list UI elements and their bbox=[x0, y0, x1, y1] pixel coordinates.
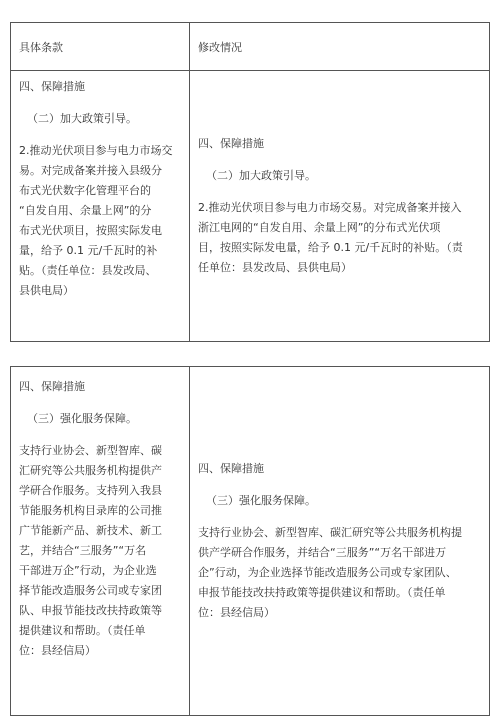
text-line: 学研合作服务。支持列入我县 bbox=[19, 484, 162, 497]
text-line: 汇研究等公共服务机构提供产 bbox=[19, 464, 162, 477]
table-1-header-row bbox=[11, 23, 489, 71]
table-2-body-row bbox=[11, 367, 489, 715]
text-line: 县供电局） bbox=[19, 284, 74, 297]
text-line: 位：县经信局） bbox=[198, 606, 275, 619]
text-line: 择节能改造服务公司或专家团 bbox=[19, 584, 162, 597]
text-line: 节能服务机构目录库的公司推 bbox=[19, 504, 162, 517]
text-line: 四、保障措施 bbox=[19, 80, 85, 93]
text-line: （二）加大政策引导。 bbox=[206, 169, 316, 182]
text-line: 2.推动光伏项目参与电力市场交 bbox=[19, 144, 173, 157]
header-specific-clause: 具体条款 bbox=[11, 23, 190, 70]
text-line: （三）强化服务保障。 bbox=[27, 412, 137, 425]
table-2-original-clause bbox=[11, 367, 190, 715]
text-line: 支持行业协会、新型智库、碳 bbox=[19, 444, 162, 457]
table-1-original-clause bbox=[11, 71, 190, 341]
table-2-modified-clause bbox=[190, 367, 489, 715]
table-1-body-row bbox=[11, 71, 489, 341]
table-1-modified-clause bbox=[190, 71, 489, 341]
table-2 bbox=[10, 366, 490, 716]
text-line: 支持行业协会、新型智库、碳汇研究等公共服务机构提 bbox=[198, 526, 462, 539]
text-line: 艺，并结合“三服务”“万名 bbox=[19, 544, 147, 557]
text-line: 广节能新产品、新技术、新工 bbox=[19, 524, 162, 537]
text-line: 四、保障措施 bbox=[198, 462, 264, 475]
text-line: 四、保障措施 bbox=[19, 380, 85, 393]
text-line: 浙江电网的“自发自用、余量上网”的分布式光伏项 bbox=[198, 221, 441, 234]
text-line: “自发自用、余量上网”的分 bbox=[19, 204, 152, 217]
text-line: 队、申报节能技改扶持政策等 bbox=[19, 604, 162, 617]
text-line: 位：县经信局） bbox=[19, 644, 96, 657]
text-line: 干部进万企”行动，为企业选 bbox=[19, 564, 157, 577]
text-line: （二）加大政策引导。 bbox=[27, 112, 137, 125]
header-modification-status: 修改情况 bbox=[198, 40, 242, 54]
text-line: 布式光伏数字化管理平台的 bbox=[19, 184, 151, 197]
text-line: 2.推动光伏项目参与电力市场交易。对完成备案并接入 bbox=[198, 201, 462, 214]
text-line: 目，按照实际发电量，给予 0.1 元/千瓦时的补贴。（责 bbox=[198, 241, 463, 254]
text-line: 申报节能技改扶持政策等提供建议和帮助。（责任单 bbox=[198, 586, 446, 599]
text-line: 贴。（责任单位：县发改局、 bbox=[19, 264, 157, 277]
text-line: 量，给予 0.1 元/千瓦时的补 bbox=[19, 244, 158, 257]
text-line: 布式光伏项目，按照实际发电 bbox=[19, 224, 162, 237]
text-line: 任单位：县发改局、县供电局） bbox=[198, 261, 352, 274]
text-line: 供产学研合作服务，并结合“三服务”“万名干部进万 bbox=[198, 546, 447, 559]
text-line: 易。对完成备案并接入县级分 bbox=[19, 164, 162, 177]
text-line: 提供建议和帮助。（责任单 bbox=[19, 624, 146, 637]
text-line: （三）强化服务保障。 bbox=[206, 494, 316, 507]
text-line: 四、保障措施 bbox=[198, 137, 264, 150]
table-1 bbox=[10, 22, 490, 342]
text-line: 企”行动，为企业选择节能改造服务公司或专家团队、 bbox=[198, 566, 457, 579]
